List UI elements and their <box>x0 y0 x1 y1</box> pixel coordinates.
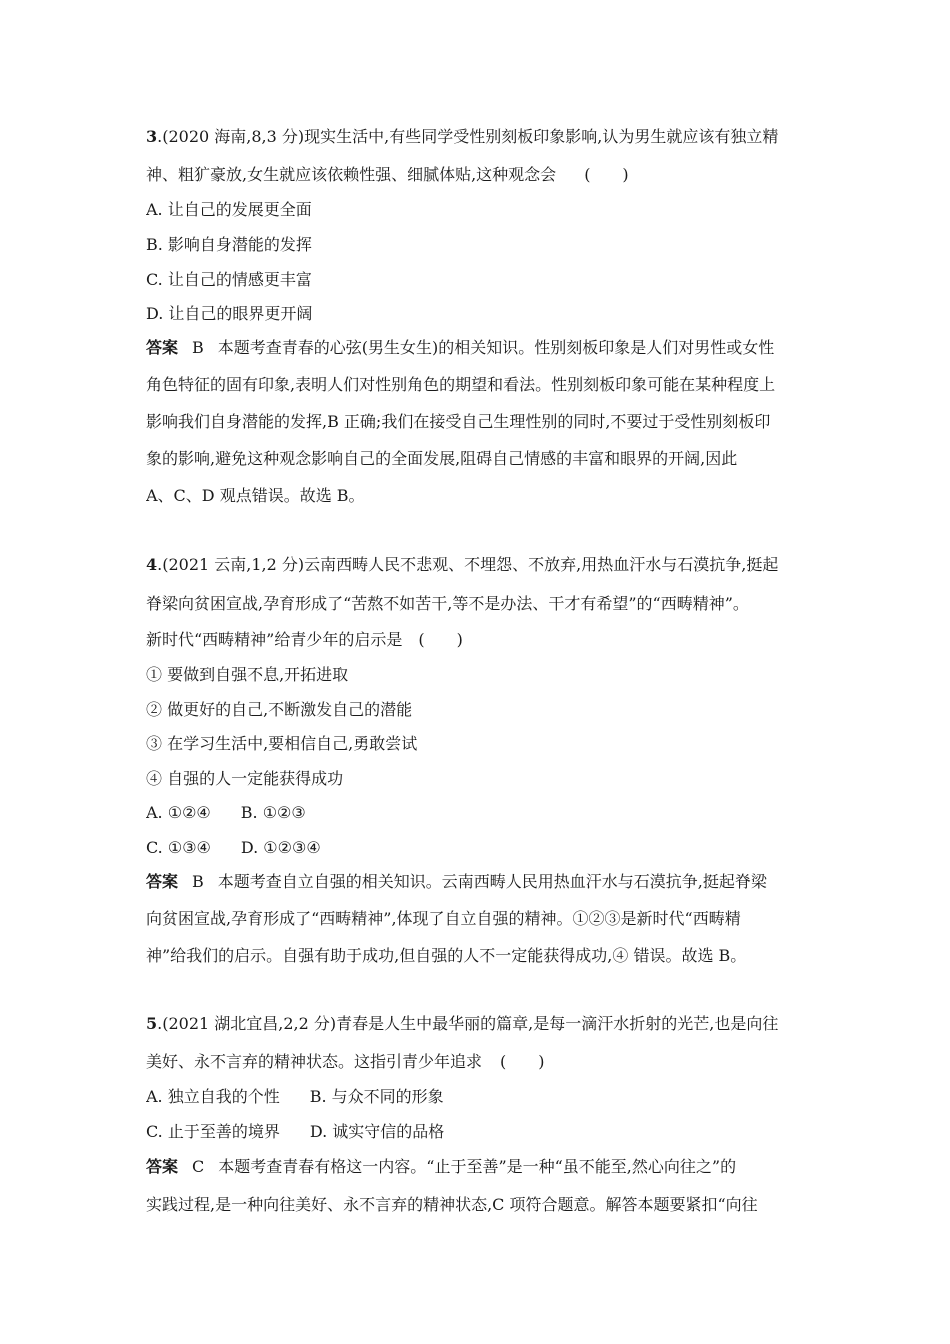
q3-number: 3 <box>146 127 158 146</box>
q4-explanation-3: 神”给我们的启示。自强有助于成功,但自强的人不一定能获得成功,④ 错误。故选 B。 <box>146 946 747 965</box>
q4-stem-line3 <box>146 628 816 652</box>
q4-statement-3: ③ 在学习生活中,要相信自己,勇敢尝试 <box>146 734 418 753</box>
q3-option-a: A. 让自己的发展更全面 <box>146 200 312 219</box>
q3-stem-line2 <box>146 163 816 187</box>
q4-options-row2 <box>146 836 816 860</box>
q5-options-row2 <box>146 1120 816 1144</box>
q5-option-b: B. 与众不同的形象 <box>309 1087 444 1106</box>
q4-options-row1 <box>146 801 816 825</box>
q4-stem-text3: 新时代“西畴精神”给青少年的启示是 <box>146 630 403 649</box>
q3-answer-label: 答案 <box>146 338 179 357</box>
q5-source: .(2021 湖北宜昌,2,2 分) <box>157 1014 337 1033</box>
q5-stem-line1 <box>146 1012 816 1036</box>
q4-stem-text1: 云南西畴人民不悲观、不埋怨、不放弃,用热血汗水与石漠抗争,挺起 <box>304 555 779 574</box>
q5-number: 5 <box>146 1014 158 1033</box>
q3-stem-text2: 神、粗犷豪放,女生就应该依赖性强、细腻体贴,这种观念会 <box>146 165 557 184</box>
q3-explanation-2: 角色特征的固有印象,表明人们对性别角色的期望和看法。性别刻板印象可能在某种程度上 <box>146 375 776 394</box>
q3-option-b: B. 影响自身潜能的发挥 <box>146 235 312 254</box>
q3-answer-line1 <box>146 336 816 360</box>
q3-answer-letter: B <box>192 338 204 357</box>
q4-stem-line2: 脊梁向贫困宣战,孕育形成了“苦熬不如苦干,等不是办法、干才有希望”的“西畴精神”。 <box>146 594 749 613</box>
q4-number: 4 <box>146 555 158 574</box>
q5-option-d: D. 诚实守信的品格 <box>309 1122 445 1141</box>
q5-option-a: A. 独立自我的个性 <box>146 1087 280 1106</box>
q3-source: .(2020 海南,8,3 分) <box>157 127 305 146</box>
q4-option-b: B. ①②③ <box>240 803 306 822</box>
q3-explanation-1: 本题考查青春的心弦(男生女生)的相关知识。性别刻板印象是人们对男性或女性 <box>217 338 775 357</box>
q4-option-c: C. ①③④ <box>146 838 211 857</box>
q4-statement-1: ① 要做到自强不息,开拓进取 <box>146 665 349 684</box>
q4-stem-line1 <box>146 553 816 577</box>
q5-stem-text1: 青春是人生中最华丽的篇章,是每一滴汗水折射的光芒,也是向往 <box>336 1014 779 1033</box>
q4-statement-2: ② 做更好的自己,不断激发自己的潜能 <box>146 700 413 719</box>
q4-answer-line1 <box>146 870 816 894</box>
q4-answer-label: 答案 <box>146 872 179 891</box>
q3-explanation-4: 象的影响,避免这种观念影响自己的全面发展,阻碍自己情感的丰富和眼界的开阔,因此 <box>146 449 738 468</box>
q5-explanation-1: 本题考查青春有格这一内容。“止于至善”是一种“虽不能至,然心向往之”的 <box>218 1157 737 1176</box>
q3-explanation-5: A、C、D 观点错误。故选 B。 <box>146 486 365 505</box>
q5-answer-label: 答案 <box>146 1157 179 1176</box>
q5-options-row1 <box>146 1085 816 1109</box>
q3-option-d: D. 让自己的眼界更开阔 <box>146 304 313 323</box>
q3-answer-paren: ( ) <box>584 165 629 184</box>
q3-option-c: C. 让自己的情感更丰富 <box>146 270 312 289</box>
q4-explanation-2: 向贫困宣战,孕育形成了“西畴精神”,体现了自立自强的精神。①②③是新时代“西畴精 <box>146 909 741 928</box>
q4-answer-letter: B <box>192 872 204 891</box>
q4-option-d: D. ①②③④ <box>240 838 321 857</box>
q5-stem-line2 <box>146 1050 816 1074</box>
q3-stem-text1: 现实生活中,有些同学受性别刻板印象影响,认为男生就应该有独立精 <box>304 127 779 146</box>
q4-statement-4: ④ 自强的人一定能获得成功 <box>146 769 344 788</box>
q4-source: .(2021 云南,1,2 分) <box>157 555 305 574</box>
q4-answer-paren: ( ) <box>418 630 463 649</box>
q5-stem-text2: 美好、永不言弃的精神状态。这指引青少年追求 <box>146 1052 483 1071</box>
q4-explanation-1: 本题考查自立自强的相关知识。云南西畴人民用热血汗水与石漠抗争,挺起脊梁 <box>217 872 767 891</box>
q3-stem-line1 <box>146 125 816 149</box>
q5-answer-letter: C <box>192 1157 205 1176</box>
q4-option-a: A. ①②④ <box>146 803 211 822</box>
q5-answer-paren: ( ) <box>500 1052 545 1071</box>
q5-answer-line1 <box>146 1155 816 1179</box>
q5-option-c: C. 止于至善的境界 <box>146 1122 280 1141</box>
q5-explanation-2: 实践过程,是一种向往美好、永不言弃的精神状态,C 项符合题意。解答本题要紧扣“向往 <box>146 1195 758 1214</box>
q3-explanation-3: 影响我们自身潜能的发挥,B 正确;我们在接受自己生理性别的同时,不要过于受性别刻板印 <box>146 412 771 431</box>
